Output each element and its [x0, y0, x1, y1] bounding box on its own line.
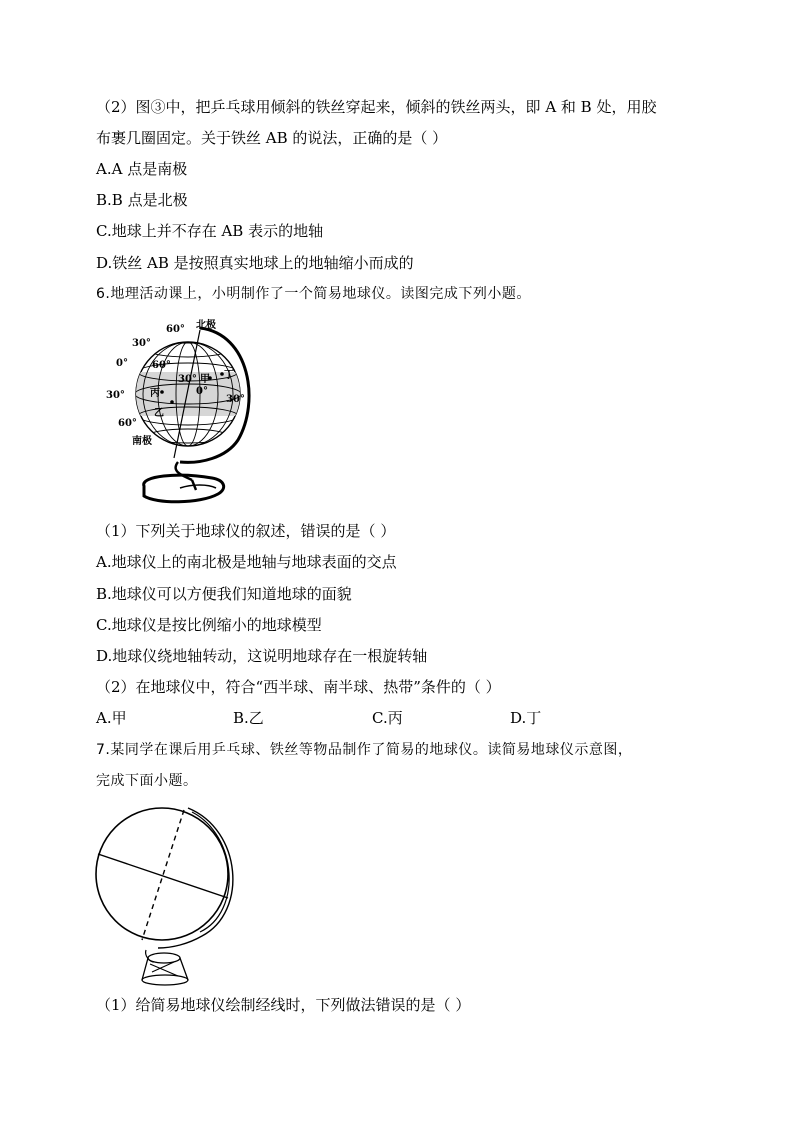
q6-part2-option-b: B.乙: [233, 709, 264, 727]
q5-part2-option-c: C.地球上并不存在 AB 表示的地轴: [96, 222, 324, 240]
label-lat-0-left: 0°: [116, 358, 128, 369]
q7-stem-line1: 7.某同学在课后用乒乓球、铁丝等物品制作了简易的地球仪。读简易地球仪示意图，: [96, 742, 633, 758]
q6-part2-option-c: C.丙: [372, 709, 403, 727]
label-lat-30-right: 30°: [226, 394, 245, 405]
q7-stem-line2: 完成下面小题。: [96, 773, 198, 789]
label-lat-60-top: 60°: [166, 324, 185, 335]
q5-part2-stem-line1: （2）图③中，把乒乓球用倾斜的铁丝穿起来，倾斜的铁丝两头，即 A 和 B 处，用胶: [96, 98, 657, 116]
label-lat-30-inner: 30°: [178, 374, 197, 385]
simple-globe-sphere: [96, 808, 228, 940]
q5-part2-option-d: D.铁丝 AB 是按照真实地球上的地轴缩小而成的: [96, 254, 414, 272]
q6-part2-option-d: D.丁: [510, 709, 542, 727]
q7-part1-stem: （1）给简易地球仪绘制经线时，下列做法错误的是（ ）: [96, 996, 471, 1014]
q6-part1-option-c: C.地球仪是按比例缩小的地球模型: [96, 616, 322, 634]
q6-globe-figure: [100, 312, 280, 512]
label-south-pole: 南极: [132, 436, 152, 447]
q6-part1-option-d: D.地球仪绕地轴转动，这说明地球存在一根旋转轴: [96, 647, 428, 665]
q6-stem: 6.地理活动课上，小明制作了一个简易地球仪。读图完成下列小题。: [96, 286, 531, 302]
simple-globe-stand-base: [142, 975, 188, 985]
q5-part2-option-a: A.A 点是南极: [96, 160, 188, 178]
label-lon-0: 0°: [196, 386, 208, 397]
q6-part2-option-a: A.甲: [96, 709, 127, 727]
simple-globe-stand-top: [148, 953, 180, 963]
label-bing: 丙: [150, 388, 160, 399]
label-lat-60-bottom: 60°: [118, 418, 137, 429]
q6-part1-option-b: B.地球仪可以方便我们知道地球的面貌: [96, 585, 352, 603]
label-jia: 甲: [200, 374, 210, 385]
label-north-pole: 北极: [196, 320, 216, 331]
q7-simple-globe-figure: [92, 802, 242, 987]
label-ding: 丁: [224, 370, 234, 381]
label-lat-60-inner: 60°: [152, 360, 171, 371]
q5-part2-stem-line2: 布裹几圈固定。关于铁丝 AB 的说法，正确的是（ ）: [96, 129, 448, 147]
q6-part1-option-a: A.地球仪上的南北极是地轴与地球表面的交点: [96, 553, 397, 571]
q6-part2-stem: （2）在地球仪中，符合“西半球、南半球、热带”条件的（ ）: [96, 678, 501, 696]
label-lat-30-left: 30°: [106, 390, 125, 401]
globe-base: [144, 475, 224, 502]
q5-part2-option-b: B.B 点是北极: [96, 191, 188, 209]
label-lat-30-top-left: 30°: [132, 338, 151, 349]
label-yi: 乙: [154, 408, 164, 419]
q6-part1-stem: （1）下列关于地球仪的叙述，错误的是（ ）: [96, 522, 396, 540]
